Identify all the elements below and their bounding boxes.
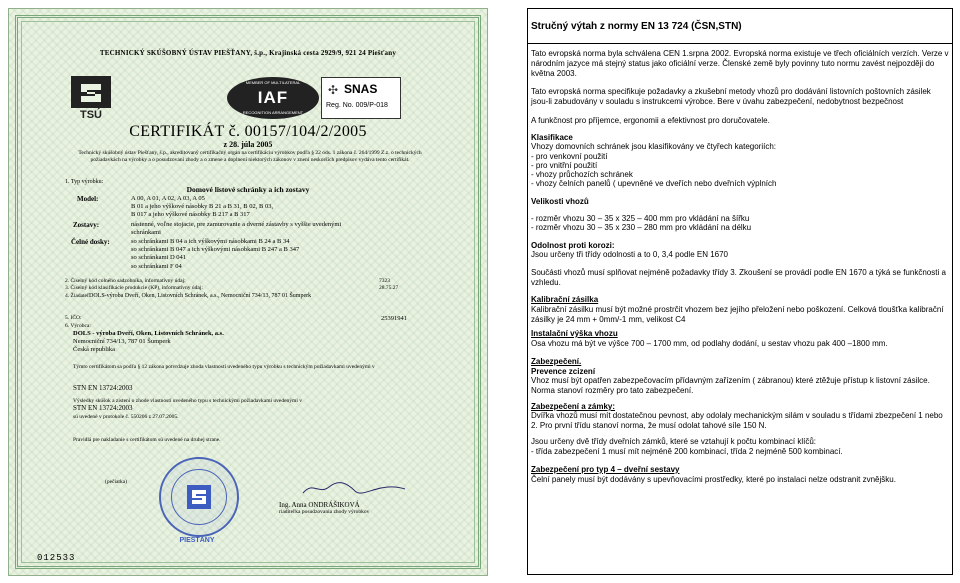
protocol-statement: sú uvedené v protokole č. 550206 z 27.07.2005. [73, 414, 179, 420]
iaf-logo [227, 77, 319, 119]
tsu-logo-text: TSÚ [80, 109, 102, 121]
model-line: B 01 a jeho výškové násobky B 21 a B 31, B 02, B 03, [131, 203, 274, 211]
results-statement: Výsledky skúšok a zistení o zhode vlastností uvedeného typu s technickými požiadavkami uvedenými v [73, 398, 302, 404]
classification-item: - vhozy čelních panelů ( upevněné ve dveřích nebo dveřních výplních [531, 179, 777, 188]
snas-reg: Reg. No. 009/P-018 [326, 102, 388, 109]
zostavy-line: schránkami [131, 229, 161, 237]
heading-theft-prevention: Prevence zcizení [531, 367, 596, 376]
corrosion-classes: Jsou určeny tři třídy odolnosti a to 0, 3,4 podle EN 1670 [531, 250, 729, 259]
heading-type4: Zabezpečení pro typ 4 – dveřní sestavy [531, 465, 680, 474]
classification-intro: Vhozy domovních schránek jsou klasifikovány ve čtyřech kategoriích: [531, 142, 777, 151]
heading-corrosion: Odolnost proti korozi: [531, 241, 615, 250]
signer-role: riaditeľka posudzovania zhody výrobkov [279, 509, 370, 515]
snas-logo [321, 77, 401, 119]
paragraph-scope: Tato evropská norma specifikuje požadavky a zkušební metody vhozů pro dodávání listovních poštovních zásilek jsou-li zabudovány v souladu s instrukcemi výrobce. Bere v úvahu zabezpečení, nedobytnost bezpečnost [531, 87, 931, 106]
type4-text: Čelní panely musí být dodávány s upevňovacími prostředky, které po instalaci nelze odstranit zvnějšku. [531, 475, 896, 484]
locks-text: Dvířka vhozů musí mít dostatečnou pevnost, aby odolaly mechanickým silám v souladu s třídami zbezpečení 1 nebo 2. Pro první třídu stanoví norma, že musí odolat tahové síle 150 N. [531, 411, 943, 430]
stamp-label: (pečiatka) [105, 479, 127, 485]
celne-values [131, 238, 391, 271]
type-label: 1. Typ výrobku: [65, 179, 104, 185]
manufacturer-label: 6. Výrobca: [65, 323, 91, 329]
model-line: A 00, A 01, A 02, A 03, A 05 [131, 195, 205, 202]
certificate-intro: Technický skúšobný ústav Piešťany, š.p., akreditovaný certifikačný orgán na certifikáciu výrobkov podľa § 22 ods. 1 zákona č. 264/1999 Z.z. o technických požiadavkách na výrobky a o posudzovaní zhody a o zmene a doplnení niektorých zákonov v znení neskorších predpisov vydáva tento certifikát. [78, 150, 422, 163]
standard-ref: STN EN 13724:2003 [73, 384, 133, 392]
heading-installation: Instalační výška vhozu [531, 329, 618, 338]
certificate-title: CERTIFIKÁT č. 00157/104/2/2005 [129, 123, 367, 140]
classification-item: - pro vnitřní použití [531, 161, 598, 170]
signature-icon [299, 479, 409, 497]
model-label: Model: [77, 195, 99, 203]
customs-code-value: 7323 [379, 278, 390, 284]
heading-sizes: Velikosti vhozů [531, 197, 589, 206]
product-title: Domové listové schránky a ich zostavy [186, 185, 310, 194]
heading-locks: Zabezpečení a zámky: [531, 402, 616, 411]
customs-code-label: 2. Číselný kód colného sadzobníka, informatívny údaj: [65, 278, 186, 284]
signer-name: Ing. Anna ONDRÁŠIKOVÁ [279, 501, 360, 509]
calibration-text: Kalibrační zásilku musí být možné prostrčit vhozem bez jejího přeložení nebo poškození. Celková tloušťka kalibrační zásilky je 24 mm + 0mm/-1 mm, velikost C4 [531, 305, 944, 324]
size-item: - rozměr vhozu 30 – 35 x 325 – 400 mm pro vkládání na šířku [531, 214, 750, 223]
conformity-statement: Týmto certifikátom sa podľa § 12 zákona potvrdzuje zhoda vlastností uvedeného typu výrobku s technickým požiadavkami uvedenými v [73, 364, 375, 370]
model-values [131, 195, 391, 220]
paragraph-scope-2: A funkčnost pro příjemce, ergonomii a efektivnost pro doručovatele. [531, 116, 770, 125]
certificate-date: z 28. júla 2005 [223, 140, 273, 149]
lock-classes-item: - třída zabezpečení 1 musí mít nejméně 200 kombinací, třída 2 nejméně 500 kombinací. [531, 447, 843, 456]
document-title: Stručný výtah z normy EN 13 724 (ČSN,STN) [531, 21, 742, 32]
certificate-image [8, 8, 488, 576]
institute-header: TECHNICKÝ SKÚŠOBNÝ ÚSTAV PIEŠŤANY, š.p., Krajinská cesta 2929/9, 921 24 Piešťany [99, 49, 397, 57]
heading-classification: Klasifikace [531, 133, 573, 142]
kp-code-value: 28.75.27 [379, 285, 399, 291]
applicant-value: DOLS-výroba Dveří, Oken, Listovních Schránek, a.s., Nemocniční 734/13, 787 01 Šumperk [89, 293, 312, 299]
celne-line: so schránkami F 04 [131, 262, 182, 270]
theft-prevention-text: Vhoz musí být opatřen zabezpečovacím přídavným zařízením ( zábranou) které ztěžuje přístup k listovní zásilce. Norma stanoví rozměry pro tato zabezpečení. [531, 376, 930, 395]
iaf-ring-top: MEMBER OF MULTILATERAL [245, 80, 301, 85]
norm-excerpt-document [527, 8, 953, 575]
iaf-mark: IAF [257, 88, 289, 107]
ico-label: 5. IČO: [65, 315, 82, 321]
applicant-label: 4. Žiadateľ: [65, 293, 91, 299]
seal-logo-icon [187, 485, 211, 509]
official-seal-icon [159, 457, 239, 537]
standard-ref-2: STN EN 13724:2003 [73, 404, 133, 412]
model-line: B 017 a jeho výškové násobky B 217 a B 317 [131, 211, 250, 219]
installation-text: Osa vhozu má být ve výšce 700 – 1700 mm, od podlahy dodání, u sestav vhozu pak 400 –1800 mm. [531, 339, 888, 348]
rules-statement: Pravidlá pre nakladanie s certifikátom sú uvedené na druhej strane. [73, 437, 221, 443]
seal-text: PIEŠŤANY [179, 537, 215, 544]
manufacturer-country: Česká republika [73, 346, 116, 353]
celne-line: so schránkami B 04 a ich výškovými násobkami B 24 a B 34 [131, 238, 290, 245]
size-item: - rozměr vhozu 30 – 35 x 230 – 280 mm pro vkládání na délku [531, 223, 752, 232]
heading-calibration: Kalibrační zásilka [531, 295, 599, 304]
lock-classes-text: Jsou určeny dvě třídy dveřních zámků, které se vztahují k počtu kombinací klíčů: [531, 437, 817, 446]
zostavy-values [131, 221, 371, 237]
manufacturer-value [73, 330, 224, 354]
serial-number: 012533 [37, 553, 76, 563]
title-divider [528, 43, 952, 44]
heading-security: Zabezpečení. [531, 357, 582, 366]
snas-name: SNAS [344, 82, 378, 96]
paragraph-approval: Tato evropská norma byla schválena CEN 1.srpna 2002. Evropská norma existuje ve třech oficiálních verzích. Verze v národním jazyce má stejný status jako oficiální verze. Členské země byly povinny tuto normu zavést nejpozději do května 2003. [531, 49, 949, 78]
manufacturer-name: DOLS - výroba Dveří, Oken, Listovních Schránek, a.s. [73, 330, 224, 337]
zostavy-line: nástenné, voľne stojacie, pre zamurovanie a dverné zástavby s vyššie uvedenými [131, 221, 342, 228]
corrosion-paragraph: Součásti vhozů musí splňovat nejméně požadavky třídy 3. Zkoušení se provádí podle EN 1670 a týká se funkčnosti a vzhledu. [531, 268, 946, 287]
celne-line: so schránkami D 041 [131, 254, 187, 262]
manufacturer-address: Nemocniční 734/13, 787 01 Šumperk [73, 338, 171, 345]
zostavy-label: Zostavy: [73, 221, 100, 229]
kp-code-label: 3. Číselný kód klasifikácie produkcie (KP), informatívny údaj: [65, 285, 203, 291]
iaf-ring-bottom: RECOGNITION ARRANGEMENT [242, 110, 304, 115]
classification-item: - pro venkovní použití [531, 152, 608, 161]
snas-mark-icon: ✣ [328, 83, 339, 97]
celne-label: Čelné dosky: [71, 238, 110, 246]
celne-line: so schránkami B 047 a ich výškovými násobkami B 247 a B 347 [131, 246, 300, 254]
ico-value: 25391941 [381, 315, 407, 322]
classification-item: - vhozy průchozích schránek [531, 170, 633, 179]
